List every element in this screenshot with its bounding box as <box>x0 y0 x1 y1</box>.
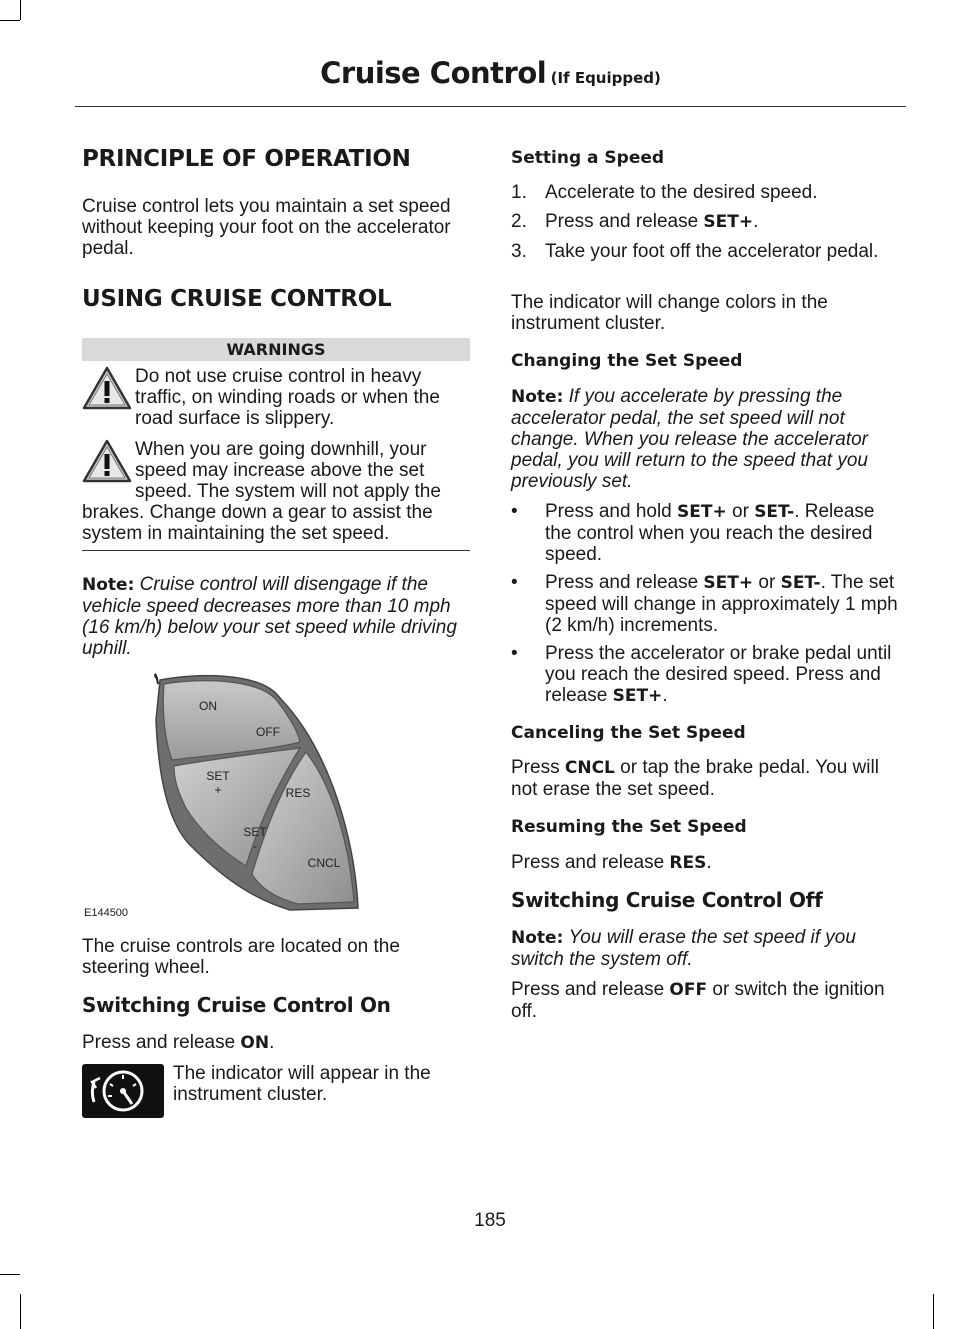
bullet-text: or <box>726 501 755 522</box>
switch-on-text-post: . <box>269 1032 275 1053</box>
bullet: • <box>511 501 518 522</box>
on-key: ON <box>240 1033 270 1053</box>
list-item <box>511 211 903 233</box>
changing-heading: Changing the Set Speed <box>511 351 743 371</box>
note-text: Cruise control will disengage if the vehicle speed decreases more than 10 mph (16 km/h) below your set speed while driving uphill. <box>82 574 457 659</box>
cncl-key: CNCL <box>564 758 615 778</box>
canceling-text-pre: Press <box>511 757 565 778</box>
set-minus-label: SET <box>243 825 267 839</box>
page-header <box>75 56 906 90</box>
setting-steps <box>511 182 903 262</box>
step-text-post: . <box>753 211 759 232</box>
switch-off-text-post: or switch the ignition off. <box>511 979 885 1022</box>
step-text: Take your foot off the accelerator pedal. <box>545 241 879 262</box>
set-plus-key: SET+ <box>703 573 754 593</box>
speedometer-icon <box>82 1064 164 1118</box>
step-number: 3. <box>511 241 527 262</box>
crop-mark <box>20 0 21 20</box>
note-label: Note: <box>82 575 135 595</box>
set-plus-key: SET+ <box>677 502 727 522</box>
page-subtitle: (If Equipped) <box>550 69 661 87</box>
list-item <box>511 241 903 262</box>
warnings-bar: WARNINGS <box>82 338 470 361</box>
minus-label: - <box>253 839 257 853</box>
switch-on-text <box>82 1032 462 1054</box>
indicator-text: The indicator will appear in the instrument cluster. <box>173 1063 431 1105</box>
resuming-text <box>511 852 891 874</box>
note-text: If you accelerate by pressing the accelerator pedal, the set speed will not change. When you release the accelerator pedal, you will return to the speed that you previously set. <box>511 386 869 492</box>
controls-location-text: The cruise controls are located on the steering wheel. <box>82 936 400 978</box>
step-number: 1. <box>511 182 527 203</box>
resuming-heading: Resuming the Set Speed <box>511 817 747 837</box>
step-text: Accelerate to the desired speed. <box>545 182 818 203</box>
warning-2-line-b: speed may increase above the set <box>135 460 425 481</box>
step-number: 2. <box>511 211 527 232</box>
setting-heading: Setting a Speed <box>511 148 665 168</box>
using-heading: USING CRUISE CONTROL <box>82 286 392 312</box>
canceling-text <box>511 757 891 800</box>
bullet: • <box>511 643 518 664</box>
cruise-indicator <box>82 1064 164 1118</box>
resuming-text-post: . <box>706 852 712 873</box>
header-divider <box>75 106 906 107</box>
bullet-text: . <box>662 685 668 706</box>
canceling-text-post: or tap the brake pedal. You will not erase the set speed. <box>511 757 879 800</box>
off-label: OFF <box>256 725 280 739</box>
on-label: ON <box>199 699 217 713</box>
warning-1-text: Do not use cruise control in heavy traffic, on winding roads or when the road surface is slippery. <box>135 366 440 429</box>
warning-2-line-d: brakes. Change down a gear to assist the system in maintaining the set speed. <box>82 502 433 544</box>
set-minus-key: SET- <box>754 502 795 522</box>
bullet-text: Press the accelerator or brake pedal until you reach the desired speed. Press and release <box>545 643 892 706</box>
warnings-divider <box>82 550 470 551</box>
note-text: You will erase the set speed if you switch the system off. <box>511 927 856 970</box>
note-label: Note: <box>511 387 564 407</box>
step-text: Press and release <box>545 211 704 232</box>
warning-2-line-a: When you are going downhill, your <box>135 439 427 460</box>
canceling-heading: Canceling the Set Speed <box>511 723 746 743</box>
crop-mark <box>0 1274 20 1275</box>
bullet-text: or <box>753 572 781 593</box>
warning-2-line-c: speed. The system will not apply the <box>135 481 441 502</box>
set-minus-key: SET- <box>780 573 821 593</box>
crop-mark <box>0 20 20 21</box>
bullet-text: . The set speed will change in approximately 1 mph (2 km/h) increments. <box>545 572 898 636</box>
bullet: • <box>511 572 518 593</box>
crop-mark <box>933 1294 934 1329</box>
bullet-text: . Release the control when you reach the desired speed. <box>545 501 875 565</box>
note-label: Note: <box>511 928 564 948</box>
page-number: 185 <box>474 1210 506 1231</box>
bullet-text: Press and release <box>545 572 704 593</box>
bullet-text: Press and hold <box>545 501 678 522</box>
list-item <box>511 182 903 203</box>
warning-triangle-icon <box>82 365 132 411</box>
crop-mark <box>20 1294 21 1329</box>
setting-after-text: The indicator will change colors in the instrument cluster. <box>511 292 828 334</box>
set-plus-key: SET+ <box>703 212 754 232</box>
list-item <box>511 501 903 565</box>
plus-label: + <box>214 783 222 797</box>
list-item <box>511 643 903 707</box>
switch-off-heading: Switching Cruise Control Off <box>511 888 823 912</box>
switch-off-note <box>511 927 903 970</box>
list-item <box>511 572 903 636</box>
warning-triangle-icon <box>82 438 132 484</box>
off-key: OFF <box>669 980 708 1000</box>
principle-heading: PRINCIPLE OF OPERATION <box>82 146 411 172</box>
resuming-text-pre: Press and release <box>511 852 670 873</box>
figure-code: E144500 <box>84 907 129 919</box>
switch-on-text-pre: Press and release <box>82 1032 241 1053</box>
switch-off-text <box>511 979 891 1022</box>
cncl-label: CNCL <box>307 856 341 870</box>
res-key: RES <box>669 853 707 873</box>
changing-note <box>511 386 903 492</box>
changing-bullets <box>511 501 903 707</box>
cruise-control-buttons-figure <box>150 670 370 920</box>
principle-text: Cruise control lets you maintain a set speed without keeping your foot on the accelerator pedal. <box>82 196 451 259</box>
disengage-note <box>82 574 472 659</box>
switch-on-heading: Switching Cruise Control On <box>82 993 391 1017</box>
set-plus-label: SET <box>206 769 230 783</box>
set-plus-key: SET+ <box>612 686 663 706</box>
switch-off-text-pre: Press and release <box>511 979 670 1000</box>
res-label: RES <box>285 786 311 800</box>
page-title: Cruise Control <box>320 56 547 90</box>
